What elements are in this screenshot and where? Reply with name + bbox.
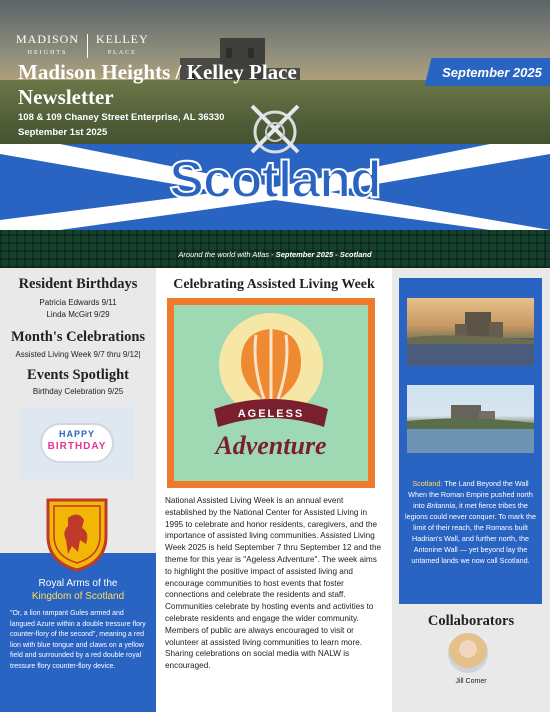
card-birthday-text: BIRTHDAY [47,441,107,452]
ageless-adventure-poster [167,298,375,488]
poster-adventure-text: Adventure [215,431,327,460]
celebration-item: Assisted Living Week 9/7 thru 9/12| [15,350,141,359]
castle-photo-sunset [407,298,534,366]
royal-arms-panel [0,553,156,712]
scotland-banner: Scotland [169,151,381,209]
logo-divider [87,34,88,58]
birthday-item: Patricia Edwards 9/11 [39,298,117,307]
tagline: Around the world with Atlas - September 2025 - Scotland [178,250,372,259]
assisted-living-body: National Assisted Living Week is an annual event established by the National Center for Assisted Living in 1995 to celebrate and honor residents, caregivers, and the importance of assisted living communities. Assisted Living Week 2025 is held September 7 thru September 12 and the theme for this year is "Ageless Adventure". The week aims to highlight the positive impact of assisted living and encourage communities to host events that foster connections and celebrate the residents and staff. Communities celebrate by hosting events and activities to celebrate residents and engage the wider community. Members of public are always encouraged to visit or volunteer at assisted living communities to learn more. Sharing celebrations on social media with NALW is encouraged. [165,496,382,671]
logo-heights: HEIGHTS [27,50,68,56]
newsletter-header [0,0,550,238]
newsletter-date: September 1st 2025 [18,127,108,138]
tartan-strip [0,230,550,268]
avatar [448,633,488,673]
birthday-item: Linda McGirt 9/29 [46,310,110,319]
event-item: Birthday Celebration 9/25 [32,387,124,396]
newsletter-address: 108 & 109 Chaney Street Enterprise, AL 36330 [18,112,225,123]
month-tag: September 2025 [434,58,550,86]
collaborator-name: Jill Comer [455,678,487,685]
company-logo [16,32,149,60]
assisted-living-heading: Celebrating Assisted Living Week [173,277,375,292]
castle-photo-loch [407,385,534,453]
card-happy-text: HAPPY [58,429,95,439]
scotland-label: Scotland: [412,479,443,488]
lion-rampant-crest-icon [44,496,110,572]
birthday-card-image [20,407,134,479]
logo-kelley: KELLEY [96,32,149,46]
middle-column [156,268,392,712]
scotland-description: Scotland: The Land Beyond the Wall When the Roman Empire pushed north into Britannia, it met fierce tribes the legions could never conquer. To mark the limit of their reach, the Romans built Hadrian's Wall, and further north, the Antonine Wall — yet beyond lay the untamed lands we now call Scotland. [405,479,536,565]
birthdays-heading: Resident Birthdays [18,276,138,292]
left-column [0,268,156,712]
newsletter-title: Madison Heights / Kelley Place Newsletter [18,60,297,109]
scotland-info-panel [399,278,542,604]
birthdays-list [0,297,156,321]
right-column [392,268,550,712]
poster-ribbon-text: AGELESS [237,408,305,420]
celebrations-heading: Month's Celebrations [10,329,146,345]
collaborators-heading: Collaborators [427,613,515,629]
logo-place: PLACE [107,50,137,56]
logo-madison: MADISON [16,32,80,46]
royal-arms-title: Royal Arms of the [38,578,118,589]
royal-arms-quote: "Or, a lion rampant Gules armed and langued Azure within a double tressure flory counter-flory of the second", meaning a red lion with blue tongue and claws on a yellow field and surrounded by a red double royal tressure flory counter-flory device. [10,610,146,670]
royal-arms-kingdom: Kingdom of Scotland [31,591,125,602]
events-heading: Events Spotlight [27,367,129,383]
